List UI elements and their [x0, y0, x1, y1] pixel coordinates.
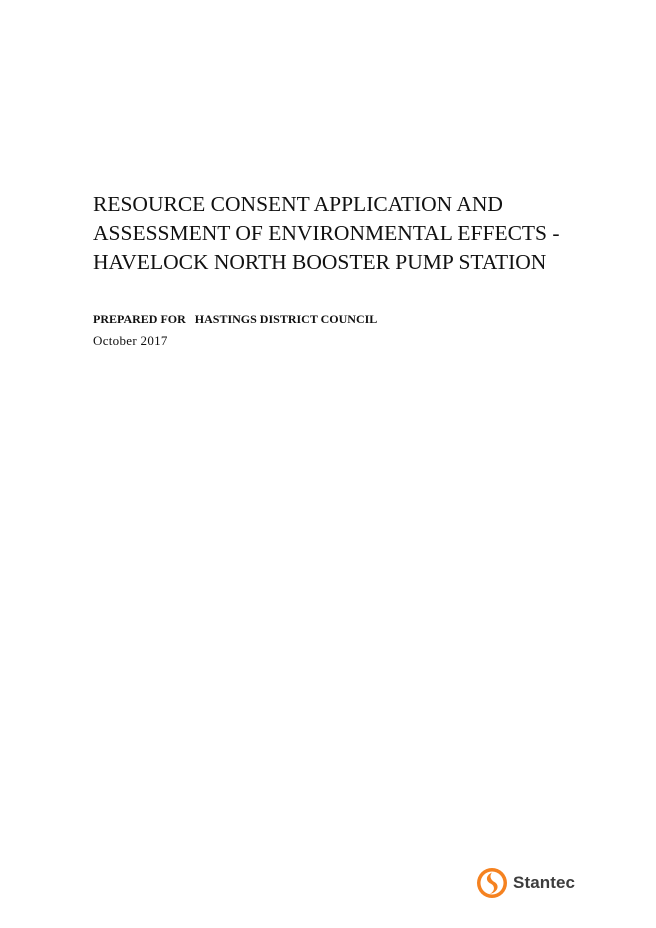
prepared-for-line — [93, 312, 377, 327]
stantec-logo-icon — [476, 867, 508, 899]
client-name: HASTINGS DISTRICT COUNCIL — [194, 312, 378, 326]
stantec-logo — [476, 866, 575, 900]
title-line-3: HAVELOCK NORTH BOOSTER PUMP STATION — [93, 250, 547, 274]
title-line-2: ASSESSMENT OF ENVIRONMENTAL EFFECTS - — [93, 221, 560, 245]
title-line-1: RESOURCE CONSENT APPLICATION AND — [93, 192, 503, 216]
document-title — [93, 190, 613, 277]
logo-text: Stantec — [513, 873, 576, 892]
document-date: October 2017 — [93, 333, 168, 348]
prepared-for-label: PREPARED FOR — [93, 312, 186, 326]
